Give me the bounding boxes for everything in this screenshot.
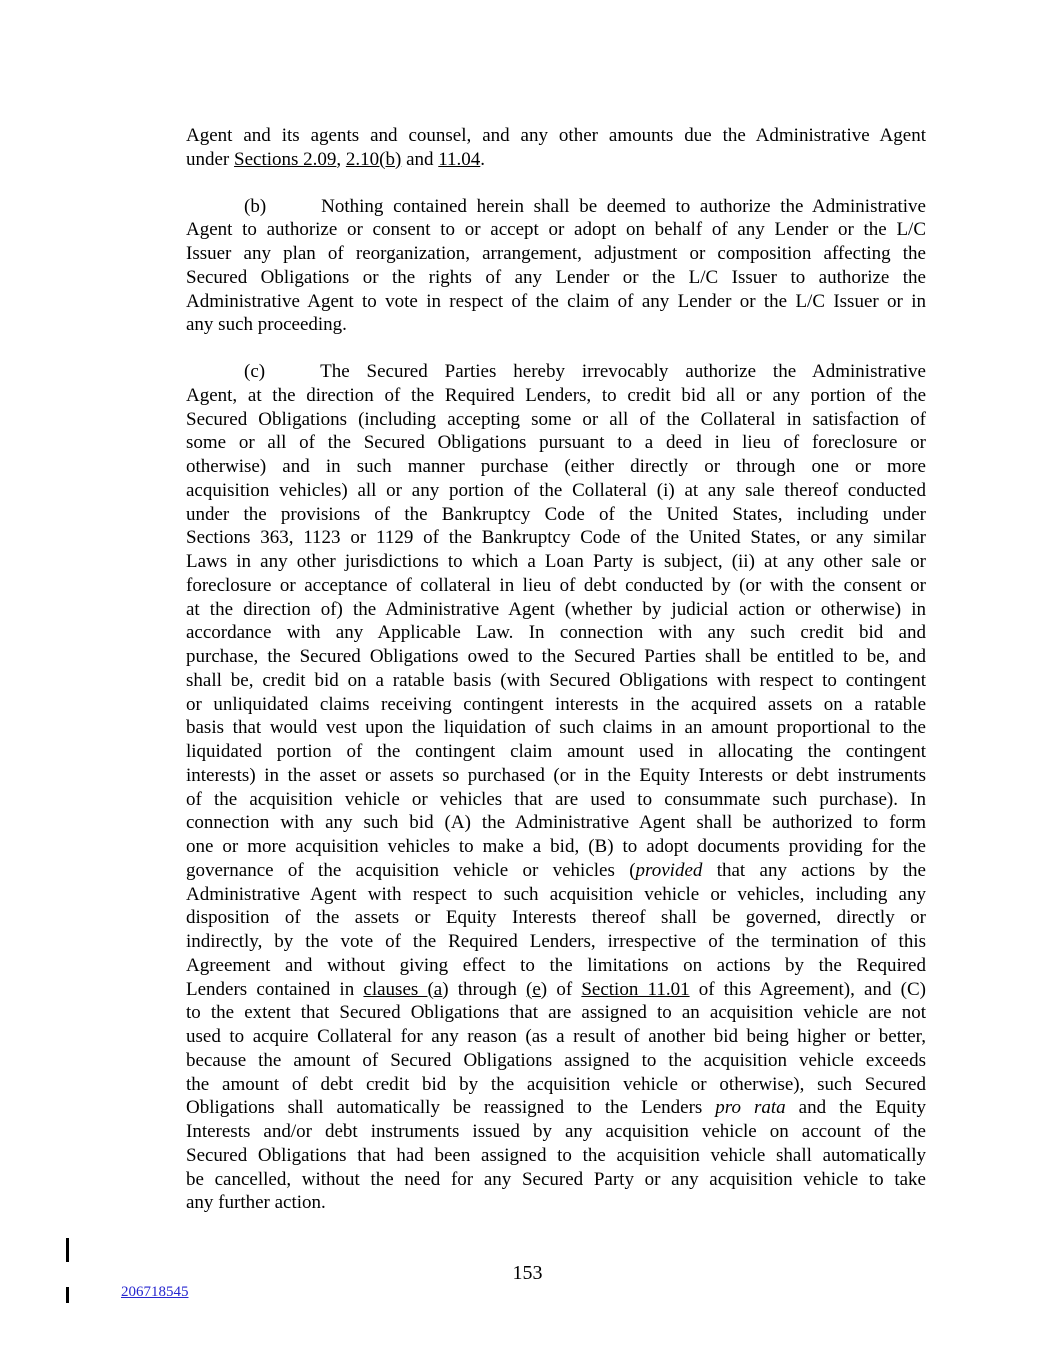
text-run: Secured Obligations or the rights of any Lender or the L/C Issuer to authorize the bbox=[186, 266, 926, 288]
text-run: shall be, credit bid on a ratable basis (with Secured Obligations with respect to contingent bbox=[186, 669, 926, 691]
text-run: indirectly, by the vote of the Required Lenders, irrespective of the termination of this bbox=[186, 931, 926, 952]
section-ref-link[interactable]: (e) bbox=[526, 978, 548, 1000]
text-run: (c) bbox=[244, 361, 266, 382]
text-line bbox=[186, 290, 926, 314]
text-run: of the acquisition vehicle or vehicles that are used to consummate such purchase). In bbox=[186, 788, 926, 810]
text-line bbox=[186, 621, 926, 645]
text-line bbox=[186, 195, 926, 219]
text-run: and the Equity bbox=[785, 1097, 926, 1119]
text-line bbox=[186, 148, 926, 172]
text-line bbox=[186, 1168, 926, 1192]
text-line bbox=[186, 906, 926, 930]
text-line bbox=[186, 883, 926, 907]
text-line bbox=[186, 764, 926, 788]
text-line bbox=[186, 859, 926, 883]
change-bar bbox=[66, 1238, 69, 1262]
text-line bbox=[186, 526, 926, 550]
paragraph-1 bbox=[186, 124, 926, 172]
text-line bbox=[186, 431, 926, 455]
text-line bbox=[186, 835, 926, 859]
text-line bbox=[186, 1001, 926, 1025]
text-run: , bbox=[336, 148, 346, 170]
text-line bbox=[186, 1049, 926, 1073]
text-run: used to acquire Collateral for any reason (as a result of another bid being higher or better, bbox=[186, 1026, 926, 1047]
text-line bbox=[186, 716, 926, 740]
section-ref-link[interactable]: 2.10(b) bbox=[345, 148, 402, 170]
text-run: Laws in any other jurisdictions to which a Loan Party is subject, (ii) at any other sale or bbox=[186, 551, 926, 572]
text-run: Lenders contained in bbox=[186, 978, 364, 1000]
change-bar bbox=[66, 1287, 69, 1303]
text-line bbox=[186, 574, 926, 598]
text-run: basis that would vest upon the liquidation of such claims in an amount proportional to the bbox=[186, 717, 926, 739]
text-line bbox=[186, 811, 926, 835]
text-run: otherwise) and in such manner purchase (either directly or through one or more bbox=[186, 456, 926, 477]
text-run: liquidated portion of the contingent claim amount used in allocating the contingent bbox=[186, 741, 926, 762]
text-line bbox=[186, 455, 926, 479]
document-body bbox=[186, 124, 926, 1215]
text-run: interests) in the asset or assets so purchased (or in the Equity Interests or debt instruments bbox=[186, 764, 926, 786]
text-run: Nothing contained herein shall be deemed to authorize the Administrative bbox=[321, 195, 926, 217]
text-run: Administrative Agent to vote in respect of the claim of any Lender or the L/C Issuer or in bbox=[186, 290, 926, 312]
text-line bbox=[186, 978, 926, 1002]
text-line bbox=[186, 598, 926, 622]
text-run: governance of the acquisition vehicle or vehicles ( bbox=[186, 859, 636, 881]
text-run: at the direction of) the Administrative Agent (whether by judicial action or otherwise) in bbox=[186, 598, 926, 620]
text-line bbox=[186, 313, 926, 337]
text-line bbox=[186, 124, 926, 148]
text-line bbox=[186, 1120, 926, 1144]
text-run: Issuer any plan of reorganization, arrangement, adjustment or composition affecting the bbox=[186, 243, 926, 264]
text-run: of this Agreement), and (C) bbox=[689, 978, 926, 1000]
text-run: and bbox=[401, 148, 439, 170]
section-ref-link[interactable]: Sections 2.09 bbox=[234, 148, 337, 170]
document-id-link[interactable]: 206718545 bbox=[121, 1284, 189, 1300]
section-ref-link[interactable]: clauses (a) bbox=[363, 978, 449, 1000]
text-run: be cancelled, without the need for any Secured Party or any acquisition vehicle to take bbox=[186, 1168, 926, 1190]
text-line bbox=[186, 360, 926, 384]
text-line bbox=[186, 1025, 926, 1049]
page-number: 153 bbox=[512, 1262, 543, 1284]
section-ref-link[interactable]: 11.04 bbox=[438, 148, 481, 170]
text-line bbox=[186, 1073, 926, 1097]
text-run: Obligations shall automatically be reassigned to the Lenders bbox=[186, 1097, 716, 1119]
text-run: foreclosure or acceptance of collateral in lieu of debt conducted by (or with the consent or bbox=[186, 574, 926, 596]
text-run: disposition of the assets or Equity Interests thereof shall be governed, directly or bbox=[186, 907, 926, 929]
text-run: because the amount of Secured Obligations assigned to the acquisition vehicle exceeds bbox=[186, 1049, 926, 1071]
paragraph-3 bbox=[186, 360, 926, 1215]
text-line bbox=[186, 1096, 926, 1120]
text-run: Agent to authorize or consent to or accept or adopt on behalf of any Lender or the L/C bbox=[186, 219, 926, 241]
italic-term: provided bbox=[635, 859, 703, 881]
text-run: under the provisions of the Bankruptcy Code of the United States, including under bbox=[186, 503, 926, 525]
text-line bbox=[186, 408, 926, 432]
text-line bbox=[186, 384, 926, 408]
text-run: Agreement and without giving effect to the limitations on actions by the Required bbox=[186, 954, 926, 976]
text-run: the amount of debt credit bid by the acquisition vehicle or otherwise), such Secured bbox=[186, 1073, 926, 1095]
text-line bbox=[186, 1144, 926, 1168]
text-run: . bbox=[480, 148, 486, 170]
text-run: The Secured Parties hereby irrevocably authorize the Administrative bbox=[320, 361, 926, 382]
text-run: some or all of the Secured Obligations pursuant to a deed in lieu of foreclosure or bbox=[186, 432, 926, 454]
text-run: Sections 363, 1123 or 1129 of the Bankruptcy Code of the United States, or any similar bbox=[186, 527, 926, 549]
text-line bbox=[186, 954, 926, 978]
text-line bbox=[186, 693, 926, 717]
text-run: of bbox=[547, 978, 582, 1000]
text-run: accordance with any Applicable Law. In connection with any such credit bid and bbox=[186, 622, 926, 644]
text-run: that any actions by the bbox=[702, 859, 926, 881]
text-run: under bbox=[186, 148, 235, 170]
text-run: Agent, at the direction of the Required Lenders, to credit bid all or any portion of the bbox=[186, 384, 926, 406]
text-run: through bbox=[448, 978, 527, 1000]
text-line bbox=[186, 669, 926, 693]
text-line bbox=[186, 218, 926, 242]
text-line bbox=[186, 740, 926, 764]
text-run: Secured Obligations (including accepting some or all of the Collateral in satisfaction of bbox=[186, 408, 926, 430]
text-run: Agent and its agents and counsel, and any other amounts due the Administrative Agent bbox=[186, 125, 926, 146]
text-run: (b) bbox=[244, 195, 267, 217]
text-run: Secured Obligations that had been assigned to the acquisition vehicle shall automatically bbox=[186, 1144, 926, 1166]
text-line bbox=[186, 242, 926, 266]
text-line bbox=[186, 479, 926, 503]
text-run: connection with any such bid (A) the Administrative Agent shall be authorized to form bbox=[186, 812, 926, 834]
text-line bbox=[186, 503, 926, 527]
text-run: purchase, the Secured Obligations owed to the Secured Parties shall be entitled to be, and bbox=[186, 646, 926, 667]
text-run: Interests and/or debt instruments issued by any acquisition vehicle on account of the bbox=[186, 1121, 926, 1142]
text-line bbox=[186, 550, 926, 574]
text-run: Administrative Agent with respect to such acquisition vehicle or vehicles, including any bbox=[186, 883, 926, 905]
section-ref-link[interactable]: Section 11.01 bbox=[581, 978, 690, 1000]
text-line bbox=[186, 1191, 926, 1215]
text-line bbox=[186, 645, 926, 669]
text-run: or unliquidated claims receiving contingent interests in the acquired assets on a ratable bbox=[186, 693, 926, 715]
text-line bbox=[186, 788, 926, 812]
text-run: any further action. bbox=[186, 1192, 326, 1214]
text-run: acquisition vehicles) all or any portion of the Collateral (i) at any sale thereof conducted bbox=[186, 479, 926, 501]
text-line bbox=[186, 930, 926, 954]
text-run: one or more acquisition vehicles to make a bid, (B) to adopt documents providing for the bbox=[186, 836, 926, 857]
text-run: any such proceeding. bbox=[186, 314, 347, 336]
text-run: to the extent that Secured Obligations that are assigned to an acquisition vehicle are not bbox=[186, 1002, 926, 1024]
italic-term: pro rata bbox=[715, 1097, 786, 1119]
paragraph-2 bbox=[186, 195, 926, 338]
text-line bbox=[186, 266, 926, 290]
